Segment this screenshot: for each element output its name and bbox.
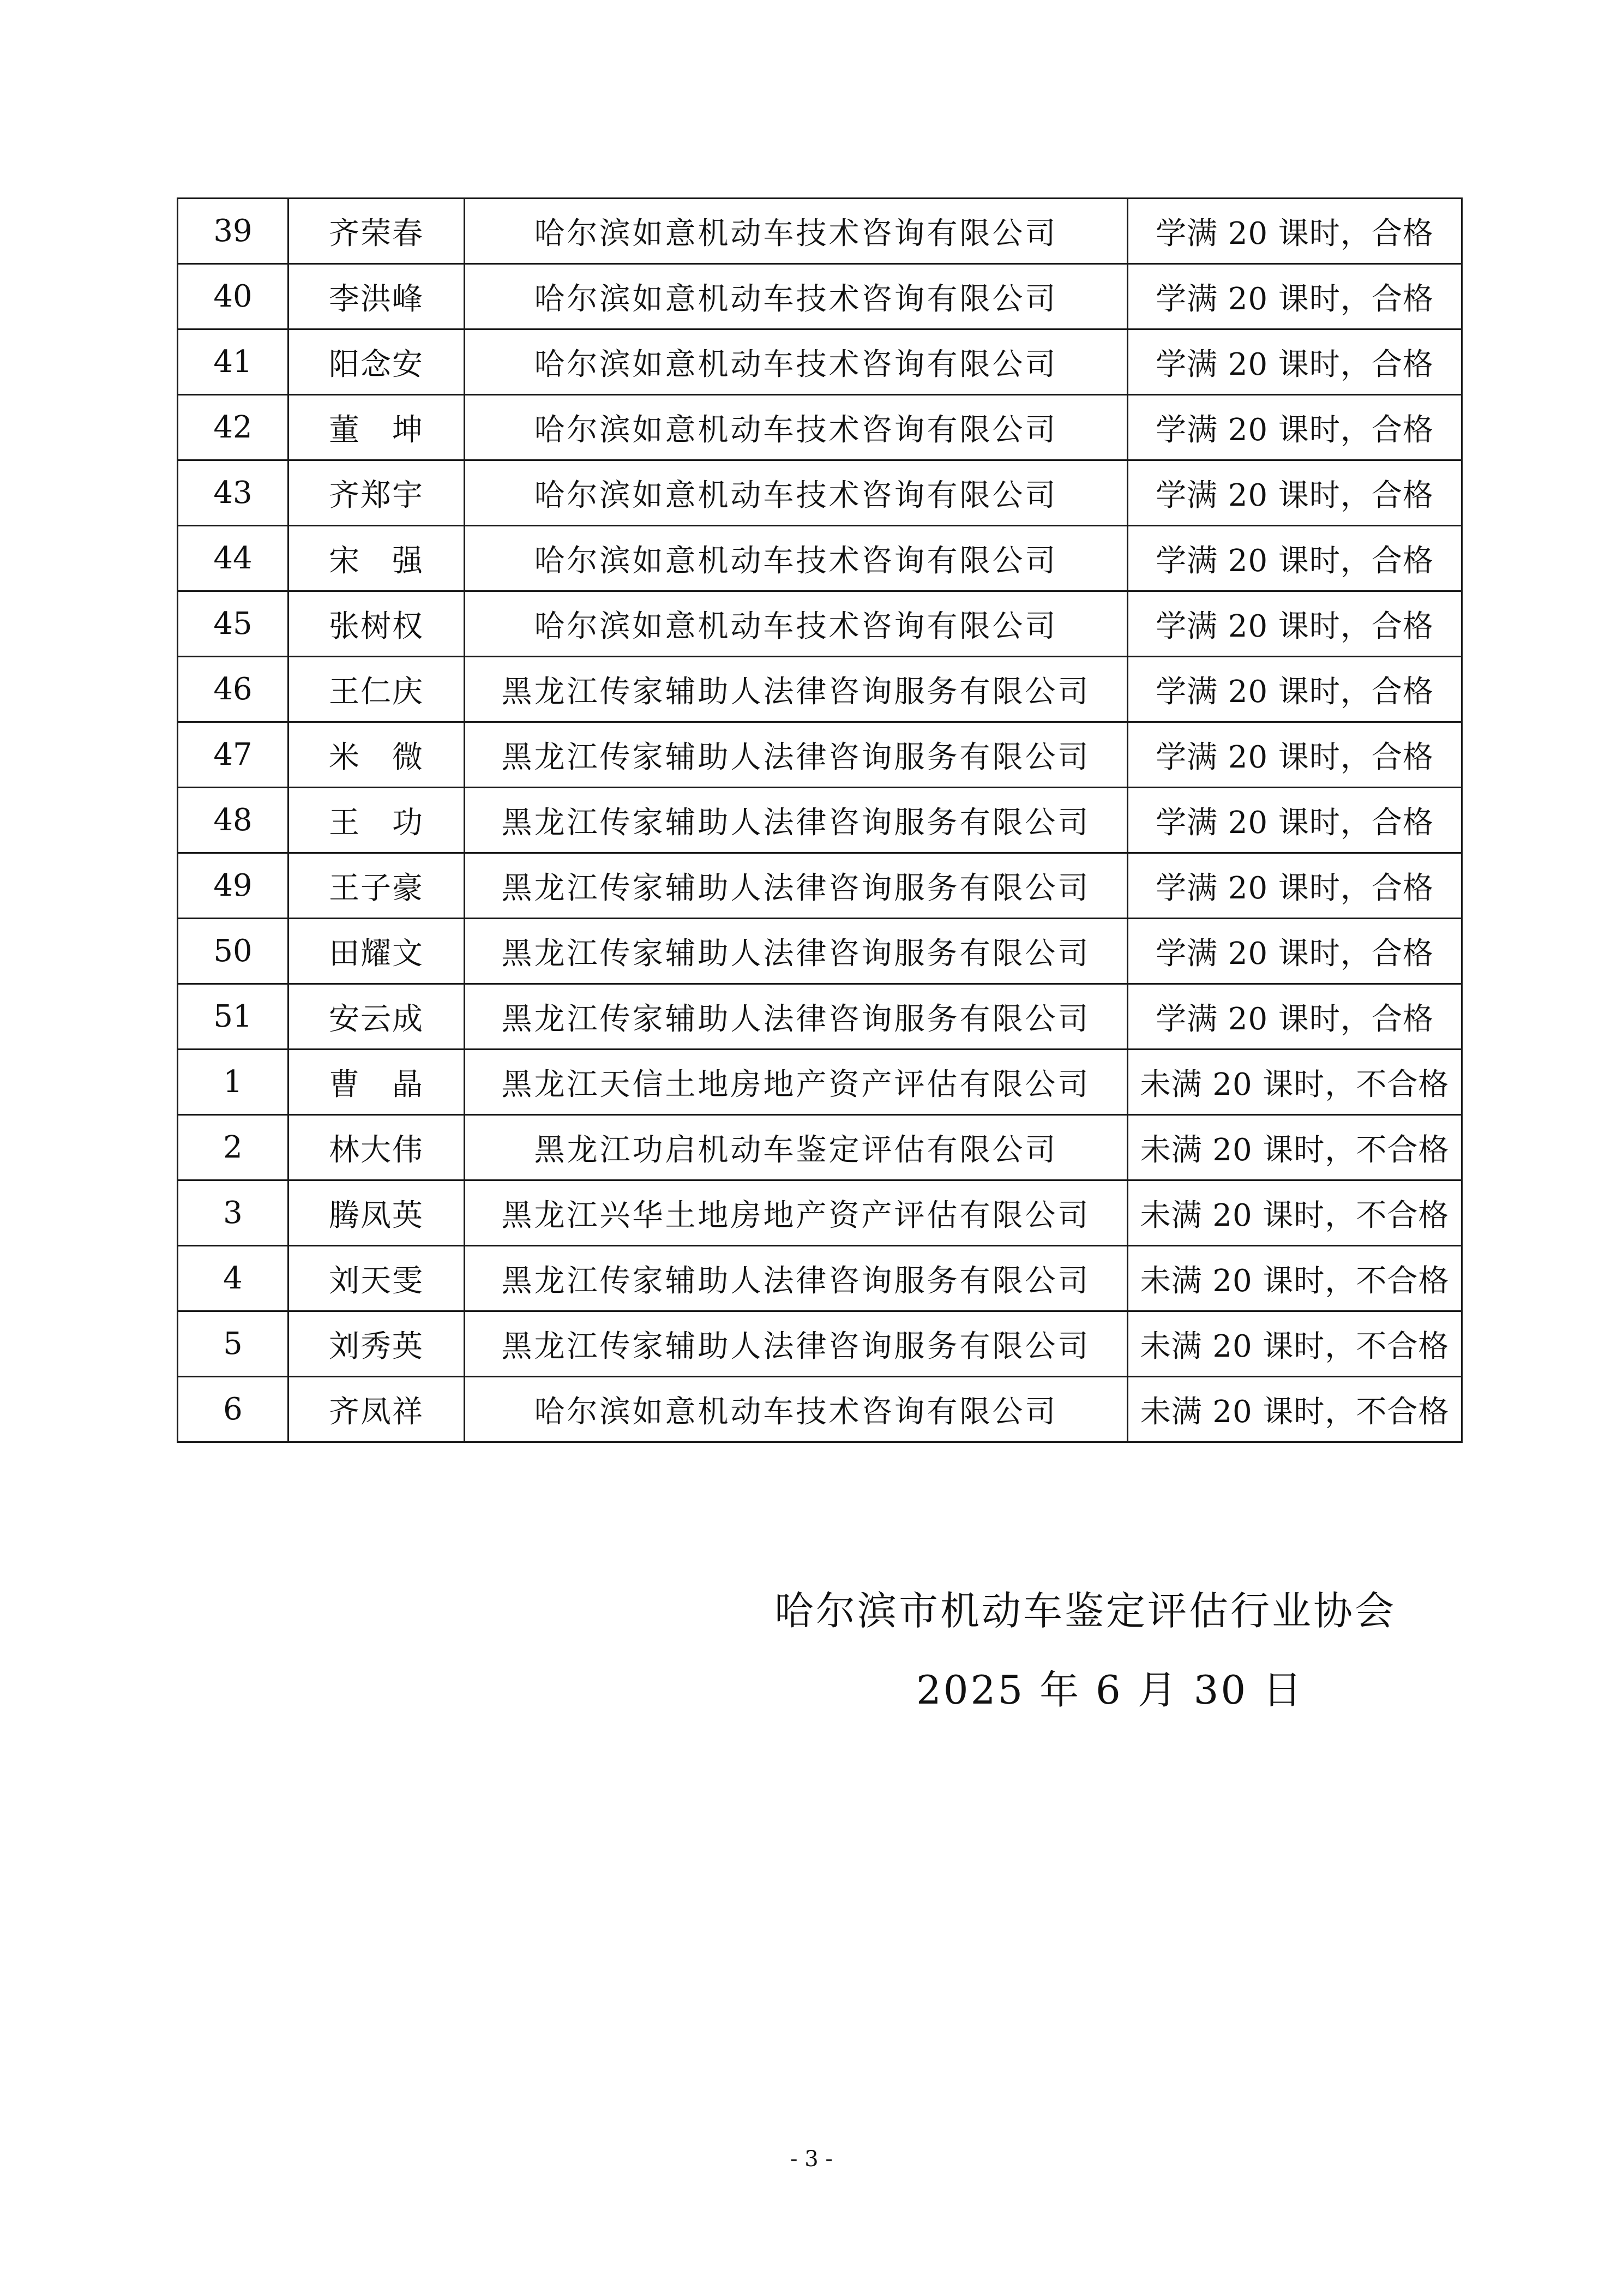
trainee-name-cell: 宋 强: [288, 526, 465, 591]
table-row: [178, 722, 1462, 788]
training-result-cell: 学满 20 课时，合格: [1128, 591, 1462, 657]
table-row: [178, 657, 1462, 722]
trainee-name-cell: 米 微: [288, 722, 465, 788]
trainee-name-cell: 张树权: [288, 591, 465, 657]
training-result-cell: 学满 20 课时，合格: [1128, 657, 1462, 722]
company-name-cell: 黑龙江传家辅助人法律咨询服务有限公司: [465, 657, 1128, 722]
trainee-name-cell: 李洪峰: [288, 264, 465, 329]
table-row: [178, 395, 1462, 460]
row-number-cell: 5: [178, 1311, 288, 1377]
training-result-cell: 学满 20 课时，合格: [1128, 788, 1462, 853]
row-number-cell: 48: [178, 788, 288, 853]
training-result-cell: 学满 20 课时，合格: [1128, 722, 1462, 788]
company-name-cell: 黑龙江传家辅助人法律咨询服务有限公司: [465, 984, 1128, 1050]
row-number-cell: 40: [178, 264, 288, 329]
row-number-cell: 1: [178, 1050, 288, 1115]
table-row: [178, 264, 1462, 329]
training-result-cell: 学满 20 课时，合格: [1128, 199, 1462, 264]
company-name-cell: 黑龙江传家辅助人法律咨询服务有限公司: [465, 788, 1128, 853]
company-name-cell: 哈尔滨如意机动车技术咨询有限公司: [465, 395, 1128, 460]
training-result-cell: 学满 20 课时，合格: [1128, 984, 1462, 1050]
table-row: [178, 460, 1462, 526]
row-number-cell: 3: [178, 1180, 288, 1246]
table-row: [178, 329, 1462, 395]
training-result-cell: 学满 20 课时，合格: [1128, 395, 1462, 460]
issuing-organization: 哈尔滨市机动车鉴定评估行业协会: [774, 1588, 1397, 1634]
training-result-cell: 未满 20 课时，不合格: [1128, 1246, 1462, 1311]
training-result-cell: 未满 20 课时，不合格: [1128, 1050, 1462, 1115]
table-body: [178, 199, 1462, 1442]
trainee-name-cell: 齐凤祥: [288, 1377, 465, 1442]
training-result-cell: 学满 20 课时，合格: [1128, 460, 1462, 526]
row-number-cell: 47: [178, 722, 288, 788]
company-name-cell: 哈尔滨如意机动车技术咨询有限公司: [465, 460, 1128, 526]
training-result-cell: 学满 20 课时，合格: [1128, 526, 1462, 591]
table-row: [178, 853, 1462, 919]
company-name-cell: 黑龙江传家辅助人法律咨询服务有限公司: [465, 722, 1128, 788]
trainee-name-cell: 齐荣春: [288, 199, 465, 264]
row-number-cell: 4: [178, 1246, 288, 1311]
company-name-cell: 黑龙江传家辅助人法律咨询服务有限公司: [465, 1311, 1128, 1377]
row-number-cell: 6: [178, 1377, 288, 1442]
company-name-cell: 黑龙江兴华土地房地产资产评估有限公司: [465, 1180, 1128, 1246]
trainee-name-cell: 阳念安: [288, 329, 465, 395]
trainee-name-cell: 王子豪: [288, 853, 465, 919]
training-result-cell: 未满 20 课时，不合格: [1128, 1311, 1462, 1377]
page-number: - 3 -: [790, 2147, 833, 2172]
table-row: [178, 1377, 1462, 1442]
company-name-cell: 黑龙江传家辅助人法律咨询服务有限公司: [465, 919, 1128, 984]
company-name-cell: 黑龙江传家辅助人法律咨询服务有限公司: [465, 853, 1128, 919]
company-name-cell: 哈尔滨如意机动车技术咨询有限公司: [465, 199, 1128, 264]
company-name-cell: 哈尔滨如意机动车技术咨询有限公司: [465, 264, 1128, 329]
table-row: [178, 1115, 1462, 1180]
row-number-cell: 50: [178, 919, 288, 984]
table-row: [178, 526, 1462, 591]
trainee-name-cell: 安云成: [288, 984, 465, 1050]
training-result-cell: 未满 20 课时，不合格: [1128, 1115, 1462, 1180]
training-result-cell: 未满 20 课时，不合格: [1128, 1180, 1462, 1246]
issue-date: 2025 年 6 月 30 日: [916, 1667, 1305, 1713]
company-name-cell: 黑龙江天信土地房地产资产评估有限公司: [465, 1050, 1128, 1115]
row-number-cell: 45: [178, 591, 288, 657]
row-number-cell: 46: [178, 657, 288, 722]
trainee-name-cell: 林大伟: [288, 1115, 465, 1180]
row-number-cell: 41: [178, 329, 288, 395]
company-name-cell: 哈尔滨如意机动车技术咨询有限公司: [465, 526, 1128, 591]
trainee-name-cell: 王 功: [288, 788, 465, 853]
trainee-name-cell: 董 坤: [288, 395, 465, 460]
row-number-cell: 44: [178, 526, 288, 591]
company-name-cell: 哈尔滨如意机动车技术咨询有限公司: [465, 1377, 1128, 1442]
training-result-cell: 学满 20 课时，合格: [1128, 264, 1462, 329]
row-number-cell: 43: [178, 460, 288, 526]
company-name-cell: 哈尔滨如意机动车技术咨询有限公司: [465, 591, 1128, 657]
table-row: [178, 984, 1462, 1050]
row-number-cell: 42: [178, 395, 288, 460]
table-row: [178, 199, 1462, 264]
table-row: [178, 1050, 1462, 1115]
training-result-cell: 学满 20 课时，合格: [1128, 853, 1462, 919]
trainee-name-cell: 腾凤英: [288, 1180, 465, 1246]
training-result-cell: 未满 20 课时，不合格: [1128, 1377, 1462, 1442]
trainee-name-cell: 曹 晶: [288, 1050, 465, 1115]
row-number-cell: 2: [178, 1115, 288, 1180]
training-result-cell: 学满 20 课时，合格: [1128, 919, 1462, 984]
trainee-name-cell: 齐郑宇: [288, 460, 465, 526]
table-row: [178, 1180, 1462, 1246]
table-row: [178, 1246, 1462, 1311]
training-result-cell: 学满 20 课时，合格: [1128, 329, 1462, 395]
company-name-cell: 黑龙江功启机动车鉴定评估有限公司: [465, 1115, 1128, 1180]
trainee-name-cell: 王仁庆: [288, 657, 465, 722]
table-row: [178, 919, 1462, 984]
trainee-name-cell: 刘秀英: [288, 1311, 465, 1377]
table-row: [178, 788, 1462, 853]
row-number-cell: 51: [178, 984, 288, 1050]
trainee-name-cell: 田耀文: [288, 919, 465, 984]
table-row: [178, 1311, 1462, 1377]
company-name-cell: 黑龙江传家辅助人法律咨询服务有限公司: [465, 1246, 1128, 1311]
row-number-cell: 49: [178, 853, 288, 919]
training-result-table: [177, 197, 1463, 1443]
row-number-cell: 39: [178, 199, 288, 264]
company-name-cell: 哈尔滨如意机动车技术咨询有限公司: [465, 329, 1128, 395]
trainee-name-cell: 刘天雯: [288, 1246, 465, 1311]
table-row: [178, 591, 1462, 657]
